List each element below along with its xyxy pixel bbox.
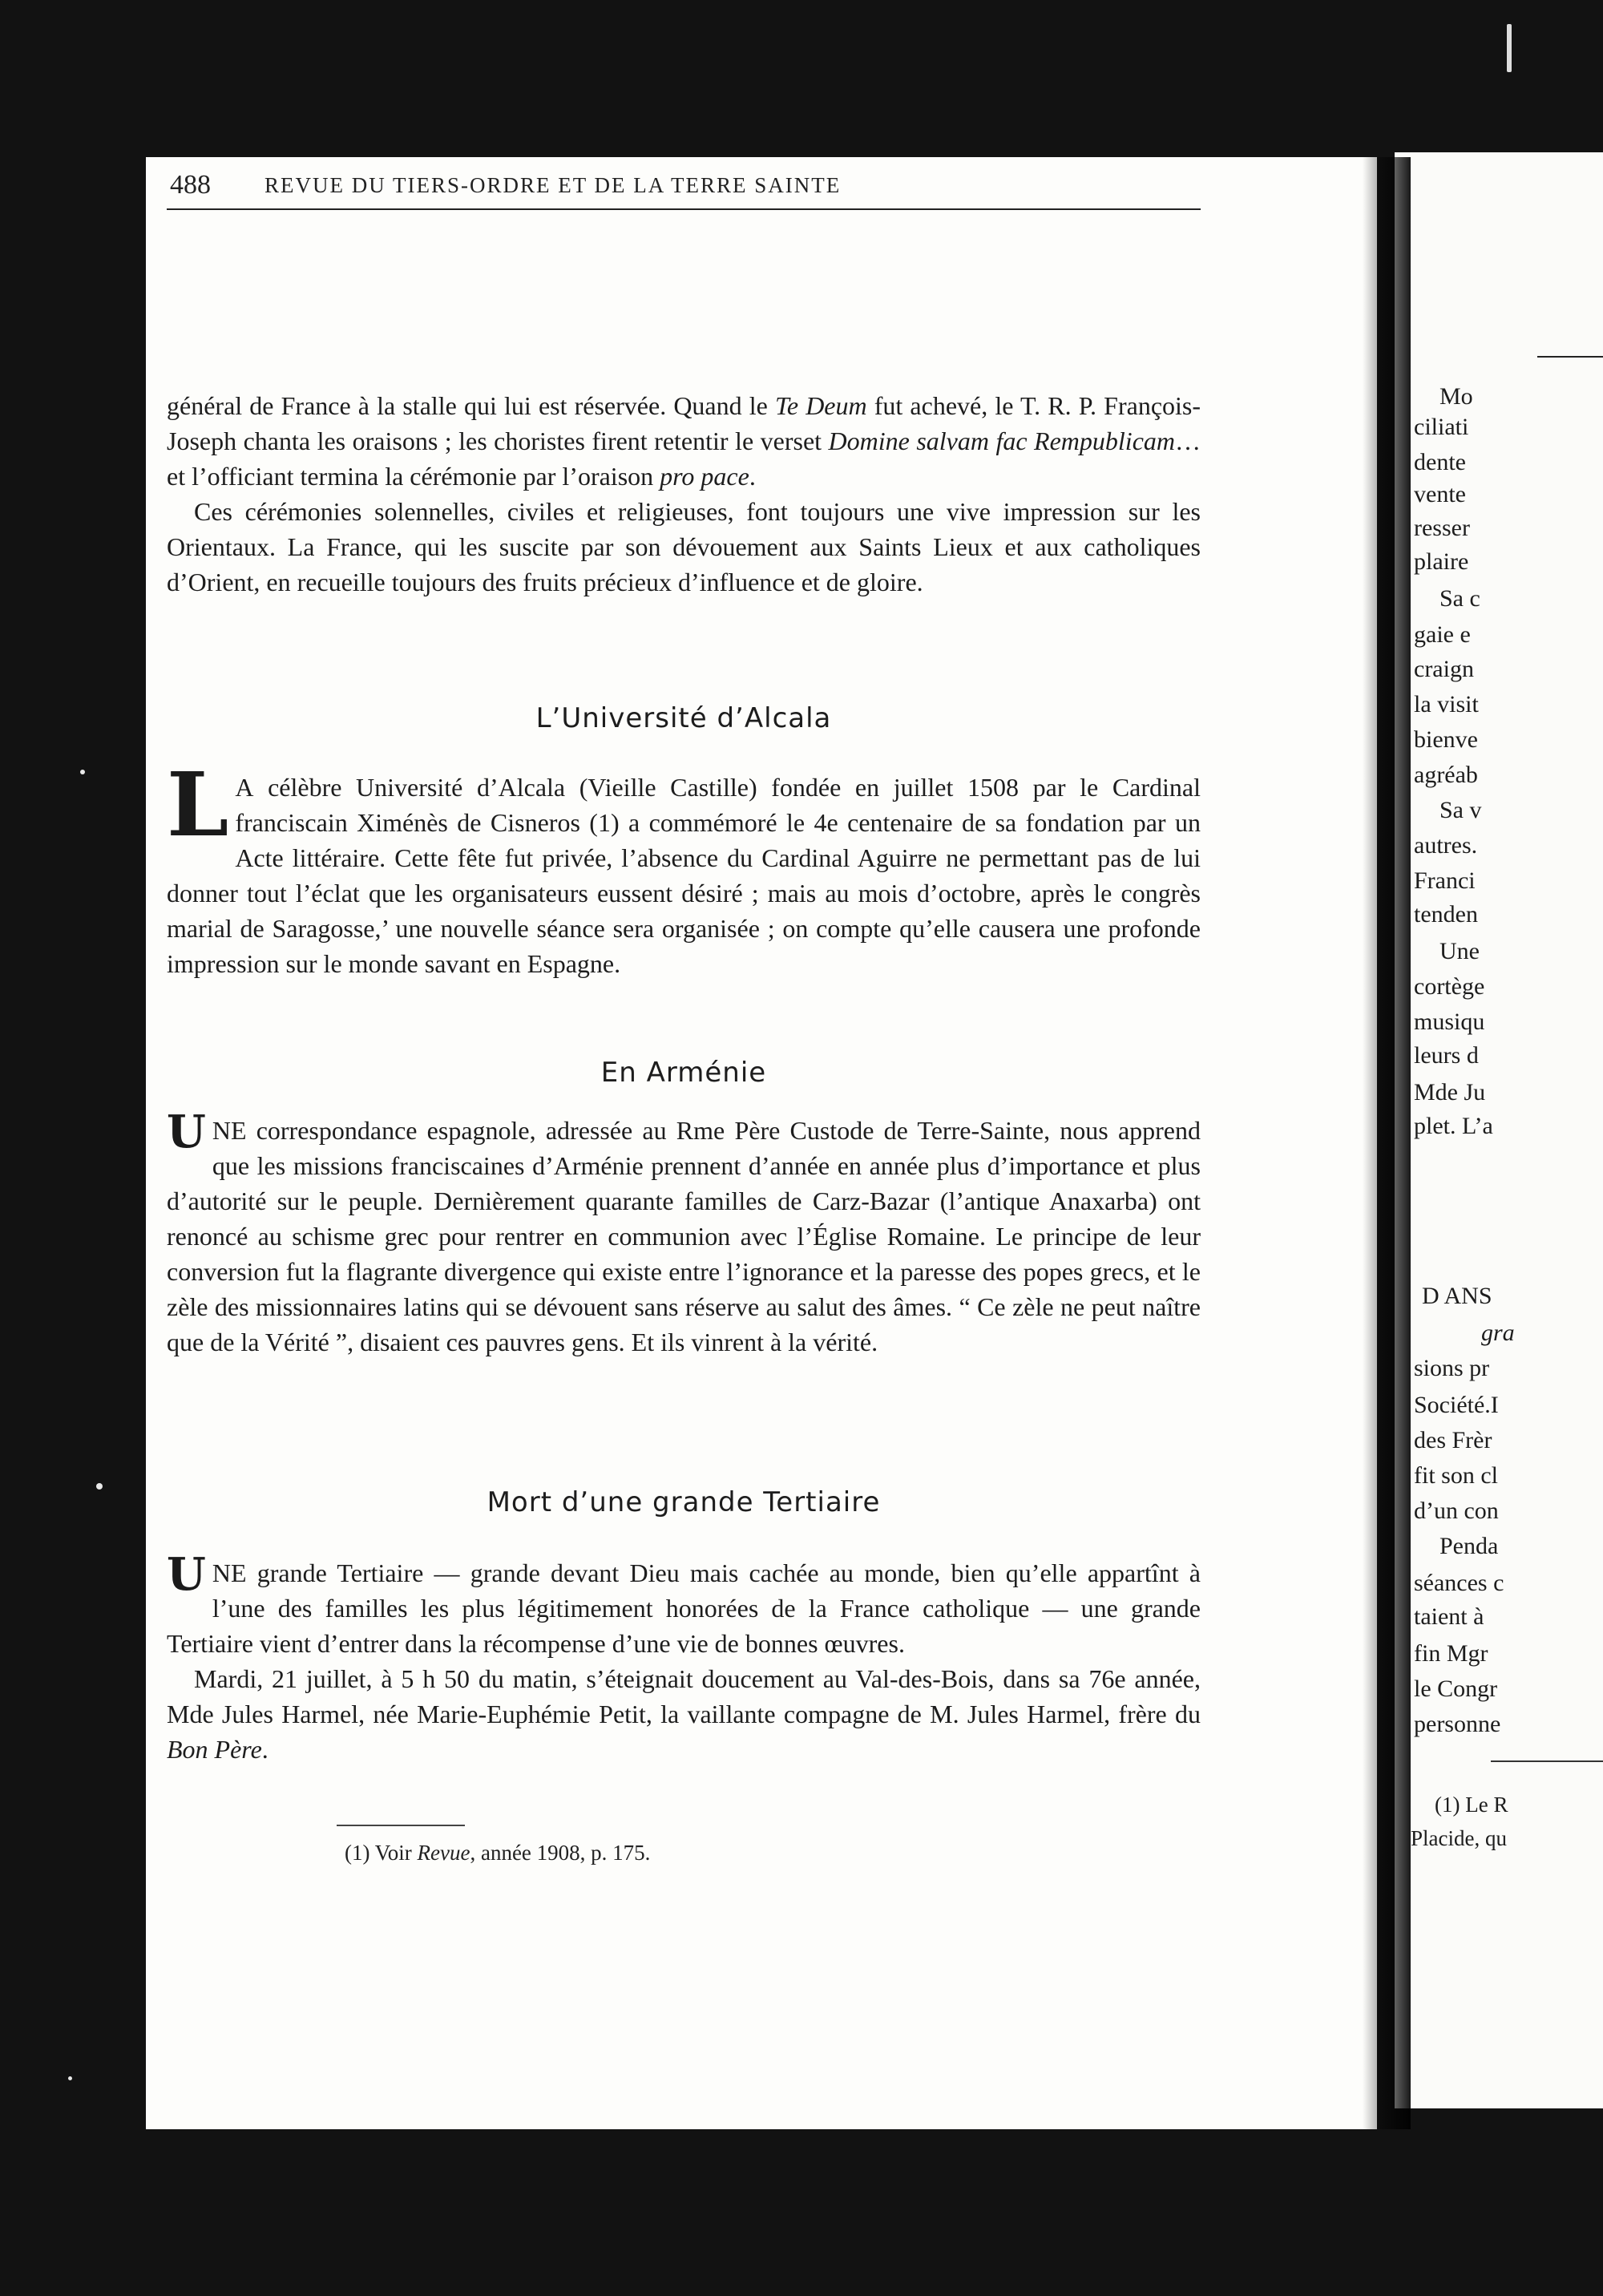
section-heading-tertiaire: Mort d’une grande Tertiaire — [487, 1486, 881, 1518]
text-run: Mardi, 21 juillet, à 5 h 50 du matin, s’éteignait doucement au Val-des-Bois, dans sa 76e année, Mde Jules Harmel, née Marie-Euphémie Petit, la vaillante compagne de M. Jules Harmel, frère du — [167, 1664, 1201, 1728]
dropcap-u: U — [167, 1548, 206, 1601]
tertiaire-paragraph-2 — [167, 1661, 1201, 1767]
section-heading-armenie: En Arménie — [600, 1057, 767, 1089]
footnote-rule — [337, 1825, 465, 1826]
text-run: . — [749, 462, 756, 491]
right-page-line: Sa v — [1439, 797, 1482, 823]
right-page-line: gra — [1481, 1320, 1515, 1346]
right-page-line: cortège — [1414, 973, 1485, 1000]
right-page-line: Mde Ju — [1414, 1079, 1486, 1106]
right-page-line: le Congr — [1414, 1676, 1498, 1702]
right-page-line: Franci — [1414, 867, 1476, 894]
right-page-line: plet. L’a — [1414, 1113, 1493, 1139]
right-page-line: tenden — [1414, 901, 1478, 928]
intro-text — [167, 388, 1201, 600]
text-run: célèbre Université d’Alcala (Vieille Castille) fondée en juillet 1508 par le Cardinal franciscain Ximénès de Cisneros (1) a commémoré le 4e centenaire de sa fondation par un Acte littéraire. Cette fête fut privée, l’absence du Cardinal Aguirre ne permettant pas de lui donner tout l’éclat que les organisateurs eussent désiré ; mais au mois d’octobre, après le congrès marial de Saragosse,’ une nouvelle séance sera organisée ; on compte qu’elle causera une profonde impression sur le monde savant en Espagne. — [167, 773, 1201, 978]
page-number: 488 — [170, 170, 211, 200]
right-page-line: D ANS — [1422, 1283, 1492, 1309]
text-run: fut achevé, le T. R. P. François-Joseph chanta les oraisons ; les choristes firent retentir le verset — [167, 391, 1201, 455]
intro-paragraph-2: Ces cérémonies solennelles, civiles et religieuses, font toujours une vive impression sur les Orientaux. La France, qui les suscite par son dévouement aux Saints Lieux et aux catholiques d’Orient, en recueille toujours des fruits précieux d’influence et de gloire. — [167, 497, 1201, 596]
section-body-armenie — [167, 1106, 1201, 1360]
right-page-line: Sa c — [1439, 585, 1480, 612]
right-page-line: Une — [1439, 938, 1480, 964]
right-page-line: musiqu — [1414, 1009, 1485, 1035]
right-page-line: personne — [1414, 1711, 1501, 1737]
right-page-footnote-rule — [1491, 1760, 1603, 1762]
right-page-line: fin Mgr — [1414, 1640, 1488, 1667]
gutter-shadow — [1363, 157, 1411, 2129]
right-page — [1395, 152, 1603, 2108]
right-page-header-rule — [1537, 356, 1603, 358]
right-page-footnote-line: (1) Le R — [1435, 1793, 1508, 1817]
running-head: REVUE DU TIERS-ORDRE ET DE LA TERRE SAINTE — [264, 173, 842, 197]
right-page-line: leurs d — [1414, 1042, 1479, 1069]
section-heading-alcala: L’Université d’Alcala — [535, 702, 832, 734]
right-page-line: Société.I — [1414, 1392, 1499, 1418]
right-page-line: vente — [1414, 481, 1466, 507]
right-page-line: autres. — [1414, 832, 1478, 859]
section-body-alcala — [167, 753, 1201, 981]
right-page-line: dente — [1414, 449, 1466, 475]
lead-letters: NE — [212, 1116, 247, 1145]
right-page-line: fit son cl — [1414, 1462, 1498, 1489]
right-page-line: gaie e — [1414, 621, 1471, 648]
tertiaire-paragraph-1 — [167, 1548, 1201, 1661]
right-page-line: sions pr — [1414, 1355, 1490, 1381]
italic-bon-pere: Bon Père — [167, 1735, 262, 1764]
background-speck — [1507, 24, 1512, 72]
right-page-line: séances c — [1414, 1570, 1504, 1596]
italic-domine: Domine salvam fac Rempublicam — [828, 426, 1176, 455]
text-run: grande Tertiaire — grande devant Dieu mais cachée au monde, bien qu’elle appartînt à l’une des familles les plus légitimement honorées de la France catholique — une grande Tertiaire vient d’entrer dans la récompense d’une vie de bonnes œuvres. — [167, 1558, 1201, 1658]
lead-letters: NE — [212, 1558, 247, 1587]
page-header — [167, 168, 1201, 210]
section-body-tertiaire — [167, 1548, 1201, 1767]
intro-paragraph-1 — [167, 388, 1201, 494]
footnote — [345, 1841, 1066, 1866]
right-page-line: bienve — [1414, 726, 1478, 753]
right-page-line: resser — [1414, 515, 1470, 541]
text-run: . — [261, 1735, 269, 1764]
italic-pro-pace: pro pace — [660, 462, 749, 491]
right-page-line: des Frèr — [1414, 1427, 1492, 1453]
lead-letters: A — [235, 773, 254, 802]
right-page-line: ciliati — [1414, 414, 1469, 440]
text-run: , année 1908, p. 175. — [470, 1841, 651, 1865]
right-page-footnote-line: Placide, qu — [1411, 1826, 1507, 1850]
dropcap-l: L — [167, 753, 229, 856]
text-run: (1) Voir — [345, 1841, 418, 1865]
italic-revue: Revue — [417, 1841, 470, 1865]
right-page-line: d’un con — [1414, 1498, 1499, 1524]
italic-te-deum: Te Deum — [775, 391, 867, 420]
armenie-paragraph — [167, 1106, 1201, 1360]
right-page-line: la visit — [1414, 691, 1479, 718]
text-run: correspondance espagnole, adressée au Rme Père Custode de Terre-Sainte, nous apprend que les missions franciscaines d’Arménie prennent d’année en année plus d’importance et plus d’autorité sur le peuple. Dernièrement quarante familles de Carz-Bazar (l’antique Anaxarba) ont renoncé au schisme grec pour rentrer en communion avec l’Église Romaine. Le principe de leur conversion fut la flagrante divergence qui existe entre l’ignorance et la paresse des popes grecs, et le zèle des missionnaires latins qui se dévouent sans réserve au salut des âmes. “ Ce zèle ne peut naître que de la Vérité ”, disaient ces pauvres gens. Et ils vinrent à la vérité. — [167, 1116, 1201, 1356]
right-page-line: Mo — [1439, 383, 1473, 410]
background-speck — [68, 2076, 72, 2080]
right-page-line: Penda — [1439, 1533, 1499, 1559]
right-page-line: taient à — [1414, 1603, 1484, 1630]
right-page-line: craign — [1414, 656, 1474, 682]
text-run: … et l’officiant termina la cérémonie par l’oraison — [167, 426, 1201, 491]
right-page-line: plaire — [1414, 548, 1469, 575]
right-page-line: agréab — [1414, 762, 1478, 788]
alcala-paragraph — [167, 753, 1201, 981]
background-speck — [80, 770, 85, 774]
background-speck — [96, 1483, 103, 1490]
text-run: général de France à la stalle qui lui est réservée. Quand le — [167, 391, 775, 420]
dropcap-u: U — [167, 1106, 206, 1158]
